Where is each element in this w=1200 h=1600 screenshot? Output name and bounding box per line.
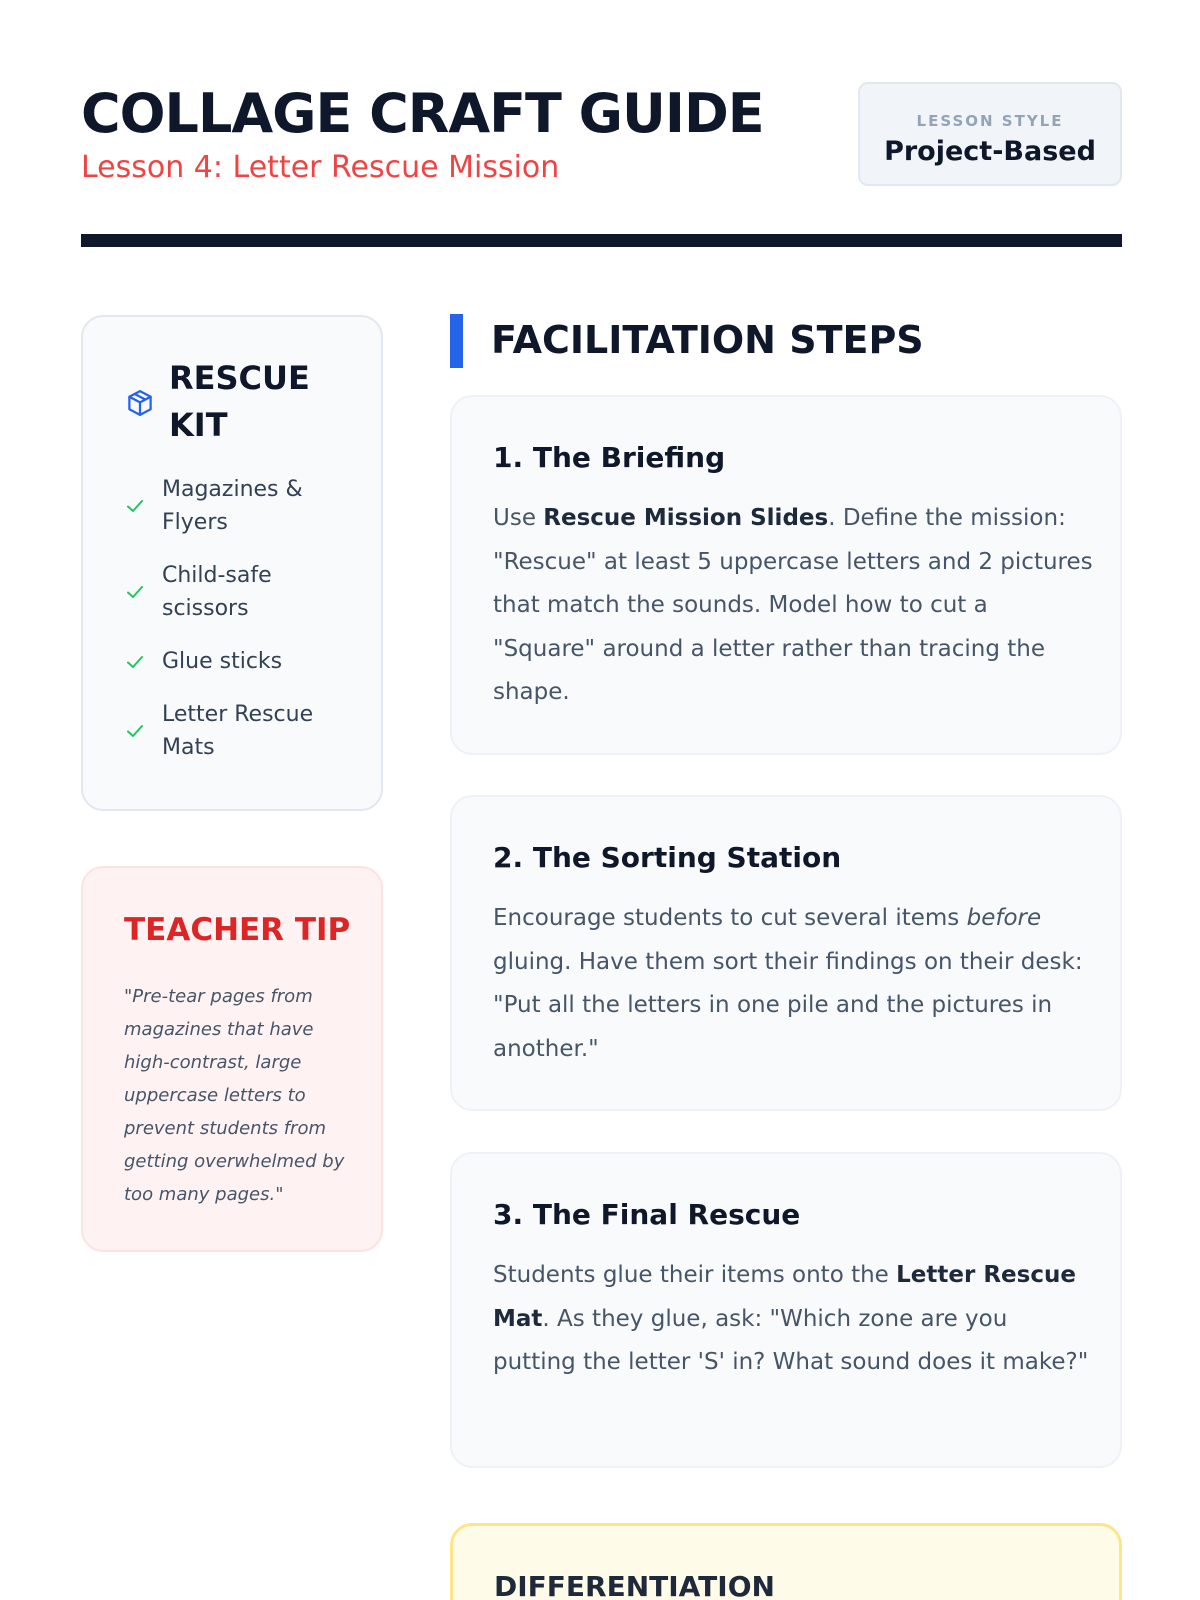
header — [81, 78, 1122, 188]
page-title: COLLAGE CRAFT GUIDE — [81, 82, 764, 145]
differentiation-title: DIFFERENTIATION — [494, 1570, 775, 1600]
step-card-briefing — [450, 395, 1122, 755]
step-card-final-rescue — [450, 1152, 1122, 1468]
facilitation-steps-heading — [450, 314, 1122, 368]
step-body-run: Rescue Mission Slides — [543, 505, 829, 531]
teacher-tip-card — [81, 866, 383, 1252]
teacher-tip-text: "Pre-tear pages from magazines that have high-contrast, large uppercase letters to prevent students from getting overwhelmed by too many pages." — [124, 986, 345, 1205]
header-divider — [81, 234, 1122, 247]
list-item — [125, 559, 365, 625]
teacher-tip-title: TEACHER TIP — [124, 912, 351, 948]
step-body — [493, 897, 1093, 1071]
step-title: 2. The Sorting Station — [493, 841, 842, 874]
step-body-run: Use — [493, 505, 544, 531]
box-icon — [125, 388, 155, 418]
heading-accent-bar — [450, 314, 463, 368]
lesson-subtitle: Lesson 4: Letter Rescue Mission — [81, 150, 560, 185]
rescue-kit-title — [169, 355, 310, 449]
lesson-style-value: Project-Based — [884, 136, 1096, 167]
rescue-kit-list — [125, 473, 365, 784]
differentiation-card — [450, 1523, 1122, 1600]
step-card-sorting-station — [450, 795, 1122, 1111]
check-icon — [125, 652, 145, 672]
step-body-run: . Define the mission: "Rescue" at least 5 uppercase letters and 2 pictures that match the sounds. Model how to cut a "Square" around a letter rather than tracing the shape. — [493, 505, 1093, 705]
check-icon — [125, 582, 145, 602]
check-icon — [125, 496, 145, 516]
step-body-run: Students glue their items onto the — [493, 1262, 897, 1288]
kit-item-label: Child-safe scissors — [162, 563, 272, 621]
list-item — [125, 645, 365, 678]
step-body — [493, 497, 1093, 715]
step-body-run: Letter Rescue Mat — [493, 1262, 1076, 1332]
lesson-style-label: LESSON STYLE — [916, 112, 1064, 130]
step-body-run: gluing. Have them sort their findings on their desk: "Put all the letters in one pile and the pictures in another." — [493, 948, 1083, 1062]
kit-item-label: Letter Rescue Mats — [162, 702, 314, 760]
list-item — [125, 698, 365, 764]
rescue-kit-title-line1: RESCUE — [169, 359, 310, 397]
check-icon — [125, 721, 145, 741]
step-body-run: before — [966, 905, 1042, 931]
list-item — [125, 473, 365, 539]
step-body-run: . As they glue, ask: "Which zone are you putting the letter 'S' in? What sound does it make?" — [493, 1305, 1089, 1375]
step-title: 3. The Final Rescue — [493, 1198, 801, 1231]
lesson-style-badge — [858, 82, 1122, 186]
facilitation-steps-title: FACILITATION STEPS — [491, 318, 924, 362]
kit-item-label: Magazines & Flyers — [162, 477, 303, 535]
step-body — [493, 1254, 1093, 1385]
step-title: 1. The Briefing — [493, 441, 726, 474]
rescue-kit-card — [81, 315, 383, 811]
step-body-run: Encourage students to cut several items — [493, 905, 967, 931]
rescue-kit-title-line2: KIT — [169, 406, 228, 444]
kit-item-label: Glue sticks — [162, 649, 283, 674]
